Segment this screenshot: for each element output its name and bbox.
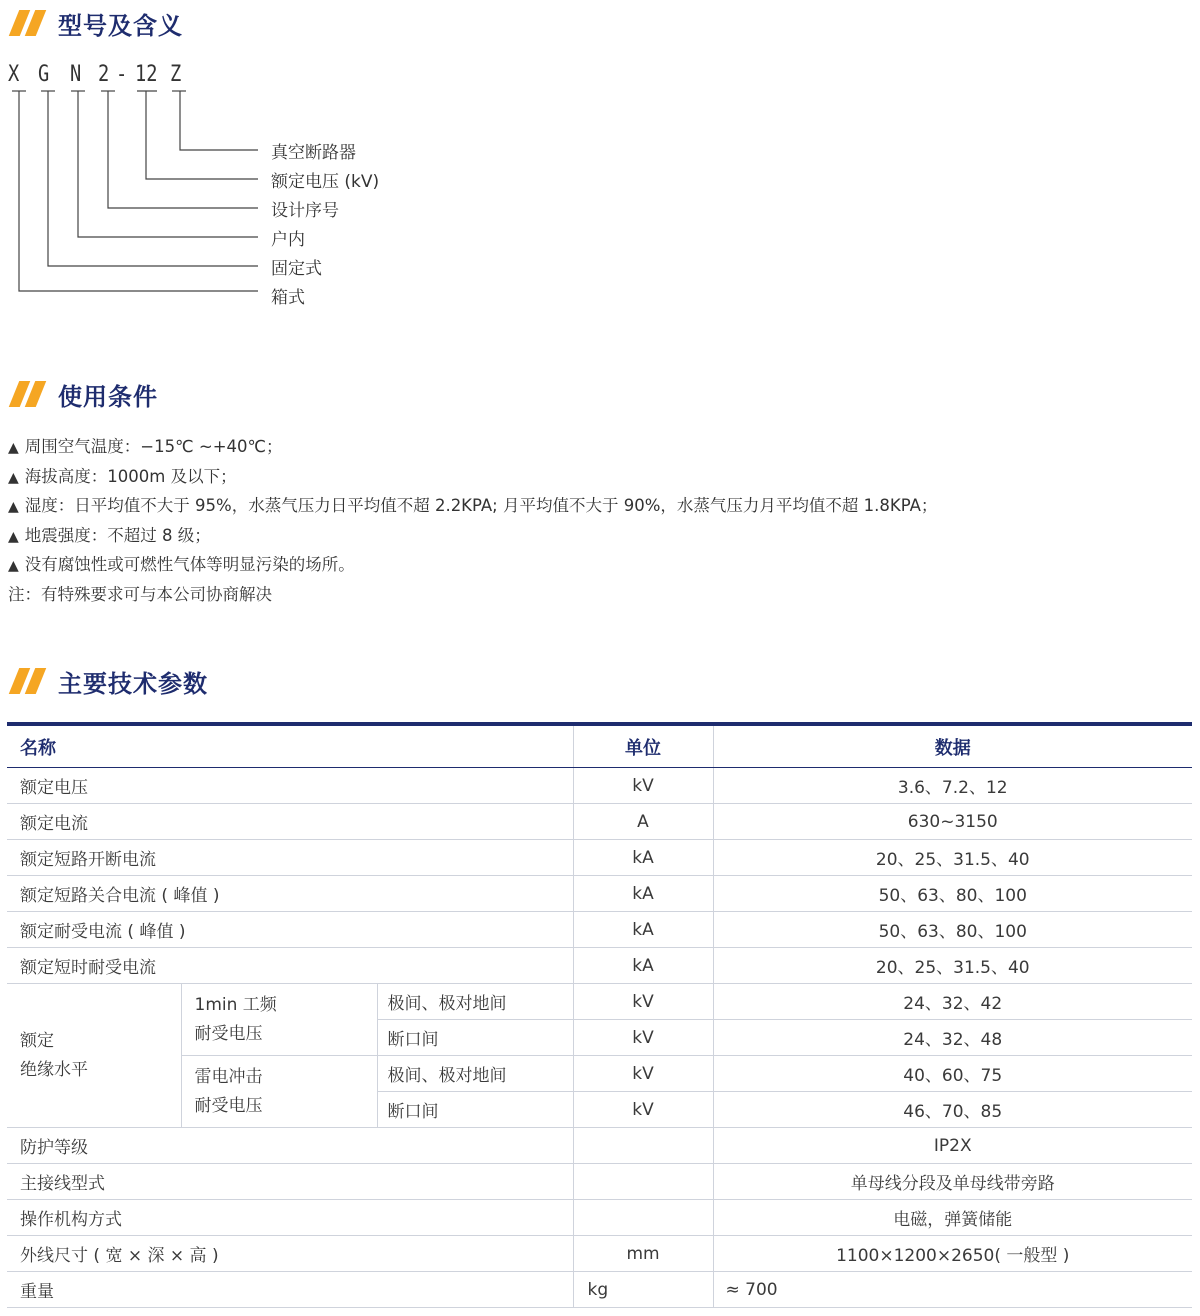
double-slash-icon [8, 379, 52, 409]
table-row: 雷电冲击 耐受电压 极间、极对地间 kV 40、60、75 [7, 1056, 1192, 1092]
model-letter-2: 2 [98, 62, 110, 87]
double-slash-icon [8, 8, 52, 38]
column-header-name: 名称 [7, 724, 573, 768]
conditions-note: 注：有特殊要求可与本公司协商解决 [8, 584, 272, 604]
model-meaning-4: 户内 [271, 230, 305, 250]
list-item: ▲ 地震强度：不超过 8 级； [8, 525, 211, 545]
model-letter-x: X [8, 62, 20, 87]
table-row: 额定 绝缘水平 1min 工频 耐受电压 极间、极对地间 kV 24、32、42 [7, 984, 1192, 1020]
model-letter-z: Z [170, 62, 182, 87]
table-row: 额定短路关合电流 ( 峰值 ) kA 50、63、80、100 [7, 876, 1192, 912]
triangle-bullet-icon: ▲ [8, 440, 19, 456]
triangle-bullet-icon: ▲ [8, 499, 19, 515]
insulation-name-cell: 额定 绝缘水平 [7, 984, 181, 1128]
model-letter-dash: - [116, 62, 128, 87]
table-row: 断口间 kV 24、32、48 [7, 1020, 1192, 1056]
model-meaning-2: 额定电压 (kV) [271, 172, 380, 192]
double-slash-icon [8, 666, 52, 696]
model-code-diagram [0, 58, 420, 318]
table-row: 额定短时耐受电流 kA 20、25、31.5、40 [7, 948, 1192, 984]
model-letter-g: G [38, 62, 50, 87]
table-row: 额定短路开断电流 kA 20、25、31.5、40 [7, 840, 1192, 876]
table-row: 主接线型式 单母线分段及单母线带旁路 [7, 1164, 1192, 1200]
list-item: ▲ 没有腐蚀性或可燃性气体等明显污染的场所。 [8, 555, 355, 574]
list-item: ▲ 周围空气温度：−15℃ ~+40℃； [8, 437, 283, 456]
column-header-unit: 单位 [573, 724, 713, 768]
triangle-bullet-icon: ▲ [8, 469, 19, 486]
table-row: 外线尺寸 ( 宽 × 深 × 高 ) mm 1100×1200×2650( 一般型 ) [7, 1236, 1192, 1272]
section-title-params [8, 664, 208, 698]
table-row: 防护等级 IP2X [7, 1128, 1192, 1164]
triangle-bullet-icon: ▲ [8, 528, 19, 545]
model-meaning-3: 设计序号 [271, 201, 339, 221]
model-meaning-6: 箱式 [271, 288, 305, 308]
table-row: 重量 kg ≈ 700 [7, 1272, 1192, 1308]
triangle-bullet-icon: ▲ [8, 558, 19, 574]
conditions-list [8, 432, 937, 609]
column-header-value: 数据 [713, 724, 1192, 768]
section-title-conditions [8, 377, 158, 411]
section-title-label: 主要技术参数 [58, 669, 208, 698]
section-title-model [8, 6, 183, 40]
section-title-label: 使用条件 [58, 382, 158, 411]
params-table [7, 722, 1192, 1308]
insulation-group-1: 1min 工频 耐受电压 [181, 984, 377, 1056]
model-meaning-1: 真空断路器 [271, 143, 356, 163]
list-item: ▲ 湿度：日平均值不大于 95%，水蒸气压力日平均值不超 2.2KPA; 月平均值不大于 90%，水蒸气压力月平均值不超 1.8KPA； [8, 496, 938, 515]
insulation-group-2: 雷电冲击 耐受电压 [181, 1056, 377, 1128]
model-letter-12: 12 [135, 62, 158, 87]
list-item: ▲ 海拔高度：1000m 及以下； [8, 466, 237, 486]
model-meaning-5: 固定式 [271, 259, 322, 279]
table-row: 额定电压 kV 3.6、7.2、12 [7, 768, 1192, 804]
table-row: 操作机构方式 电磁，弹簧储能 [7, 1200, 1192, 1236]
table-header-row [7, 724, 1192, 768]
table-row: 额定耐受电流 ( 峰值 ) kA 50、63、80、100 [7, 912, 1192, 948]
table-row: 额定电流 A 630~3150 [7, 804, 1192, 840]
table-row: 断口间 kV 46、70、85 [7, 1092, 1192, 1128]
section-title-label: 型号及含义 [58, 11, 183, 40]
model-letter-n: N [70, 62, 82, 87]
